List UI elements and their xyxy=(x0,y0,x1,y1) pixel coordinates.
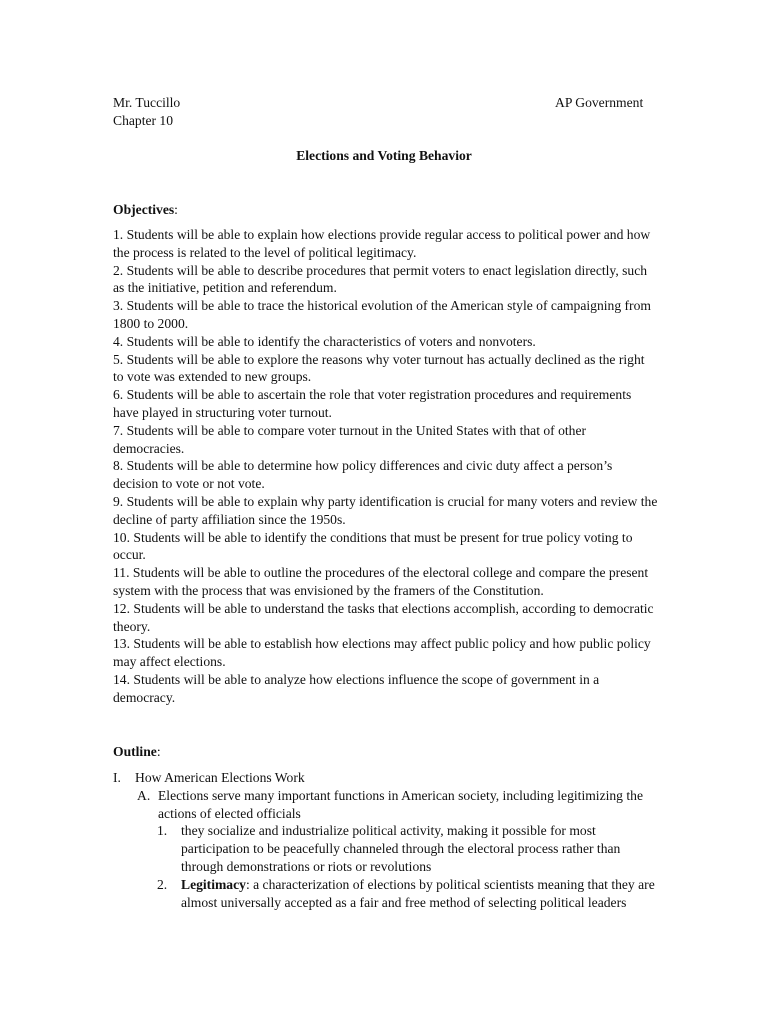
legitimacy-term: Legitimacy xyxy=(181,876,246,892)
outline-text: they socialize and industrialize political activity, making it possible for most participation to be peacefully channeled through the electoral process rather than through demonstrations or riots or revolutions xyxy=(181,823,621,874)
objective-item: 14. Students will be able to analyze how elections influence the scope of government in a democracy. xyxy=(113,671,600,705)
objective-item: 6. Students will be able to ascertain the role that voter registration procedures and requirements have played in structuring voter turnout. xyxy=(113,387,632,420)
objective-item: 11. Students will be able to outline the procedures of the electoral college and compare the present system with the process that was envisioned by the framers of the Constitution. xyxy=(113,565,649,598)
objective-item: 8. Students will be able to determine how policy differences and civic duty affect a person’s decision to vote or not vote. xyxy=(113,458,613,492)
objective-item: 3. Students will be able to trace the historical evolution of the American style of campaigning from 1800 to 2000. xyxy=(113,298,651,331)
objective-item: 9. Students will be able to explain why party identification is crucial for many voters and review the decline of party affiliation since the 1950s. xyxy=(113,493,658,527)
objective-item: 10. Students will be able to identify the conditions that must be present for true policy voting to occur. xyxy=(113,529,633,563)
objective-item: 2. Students will be able to describe procedures that permit voters to enact legislation directly, such as the initiative, petition and referendum. xyxy=(113,262,648,296)
objectives-heading xyxy=(113,201,178,219)
objectives-list xyxy=(113,226,658,707)
outline-text-2 xyxy=(181,876,658,912)
objective-item: 12. Students will be able to understand the tasks that elections accomplish, according to democratic theory. xyxy=(113,600,654,634)
course-name: AP Government xyxy=(555,95,644,110)
legitimacy-definition: : a characterization of elections by political scientists meaning that they are almost universally accepted as a fair and free method of selecting political leaders xyxy=(181,876,655,910)
outline-text: How American Elections Work xyxy=(135,770,305,785)
objective-item: 7. Students will be able to compare voter turnout in the United States with that of other democracies. xyxy=(113,422,587,456)
outline-heading xyxy=(113,743,161,761)
objectives-heading-colon: : xyxy=(174,202,178,217)
objective-item: 5. Students will be able to explore the reasons why voter turnout has actually declined as the right to vote was extended to new groups. xyxy=(113,351,645,385)
objective-item: 13. Students will be able to establish how elections may affect public policy and how public policy may affect elections. xyxy=(113,636,651,670)
outline-item-a xyxy=(137,787,658,823)
objectives-heading-text: Objectives xyxy=(113,202,175,217)
outline-heading-colon: : xyxy=(156,744,161,759)
teacher-name: Mr. Tuccillo xyxy=(113,95,181,110)
outline-item-1 xyxy=(157,822,658,875)
header-left xyxy=(113,94,180,130)
outline-text: Elections serve many important functions in American society, including legitimizing the actions of elected officials xyxy=(158,787,643,821)
outline-list xyxy=(113,769,658,911)
chapter-label: Chapter 10 xyxy=(113,112,174,128)
outline-item-2 xyxy=(157,876,658,912)
objective-item: 4. Students will be able to identify the characteristics of voters and nonvoters. xyxy=(113,333,536,349)
outline-section-1 xyxy=(113,769,658,787)
objective-item: 1. Students will be able to explain how elections provide regular access to political power and how the process is related to the level of political legitimacy. xyxy=(113,227,651,260)
outline-marker: I. xyxy=(113,770,121,785)
outline-marker: 2. xyxy=(157,876,168,892)
outline-marker: 1. xyxy=(157,823,168,839)
page-title: Elections and Voting Behavior xyxy=(296,148,472,163)
outline-heading-text: Outline xyxy=(113,744,157,759)
outline-marker: A. xyxy=(137,787,151,803)
